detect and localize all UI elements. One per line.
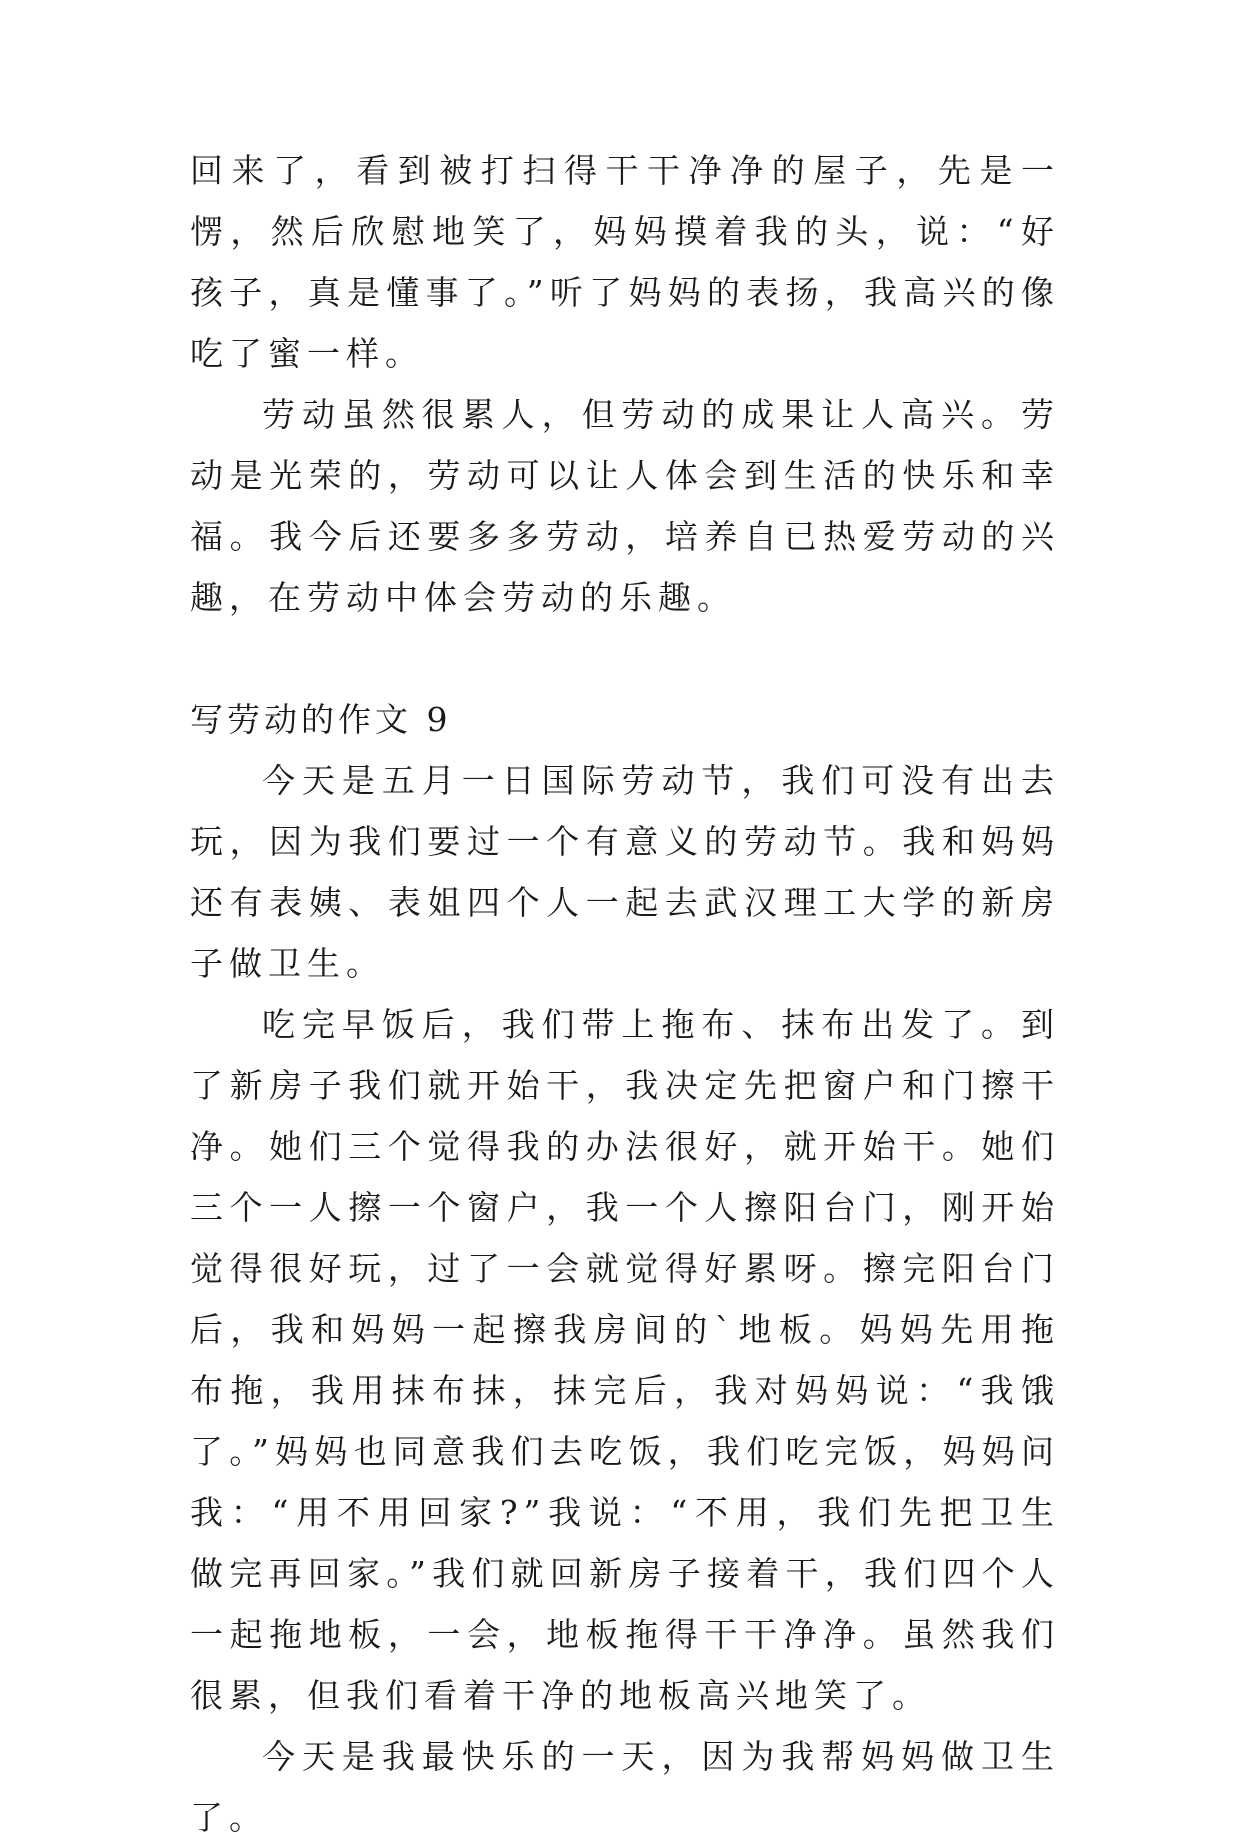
paragraph-intro: 今天是五月一日国际劳动节，我们可没有出去玩，因为我们要过一个有意义的劳动节。我和妈妈还有表姨、表姐四个人一起去武汉理工大学的新房子做卫生。 — [190, 761, 1060, 983]
section-title: 写劳动的作文 9 — [190, 700, 452, 739]
paragraph-conclusion: 劳动虽然很累人，但劳动的成果让人高兴。劳动是光荣的，劳动可以让人体会到生活的快乐和幸福。我今后还要多多劳动，培养自已热爱劳动的兴趣，在劳动中体会劳动的乐趣。 — [190, 395, 1060, 617]
document-page — [190, 140, 1060, 1848]
section-spacer — [190, 628, 1060, 689]
paragraph-ending: 今天是我最快乐的一天，因为我帮妈妈做卫生了。 — [190, 1737, 1060, 1837]
paragraph-body: 吃完早饭后，我们带上拖布、抹布出发了。到了新房子我们就开始干，我决定先把窗户和门擦干净。她们三个觉得我的办法很好，就开始干。她们三个一人擦一个窗户，我一个人擦阳台门，刚开始觉得很好玩，过了一会就觉得好累呀。擦完阳台门后，我和妈妈一起擦我房间的`地板。妈妈先用拖布拖，我用抹布抹，抹完后，我对妈妈说：“我饿了。”妈妈也同意我们去吃饭，我们吃完饭，妈妈问我：“用不用回家?”我说：“不用，我们先把卫生做完再回家。”我们就回新房子接着干，我们四个人一起拖地板，一会，地板拖得干干净净。虽然我们很累，但我们看着干净的地板高兴地笑了。 — [190, 1005, 1060, 1715]
paragraph-continuation: 回来了，看到被打扫得干干净净的屋子，先是一愣，然后欣慰地笑了，妈妈摸着我的头，说：“好孩子，真是懂事了。”听了妈妈的表扬，我高兴的像吃了蜜一样。 — [190, 151, 1060, 373]
